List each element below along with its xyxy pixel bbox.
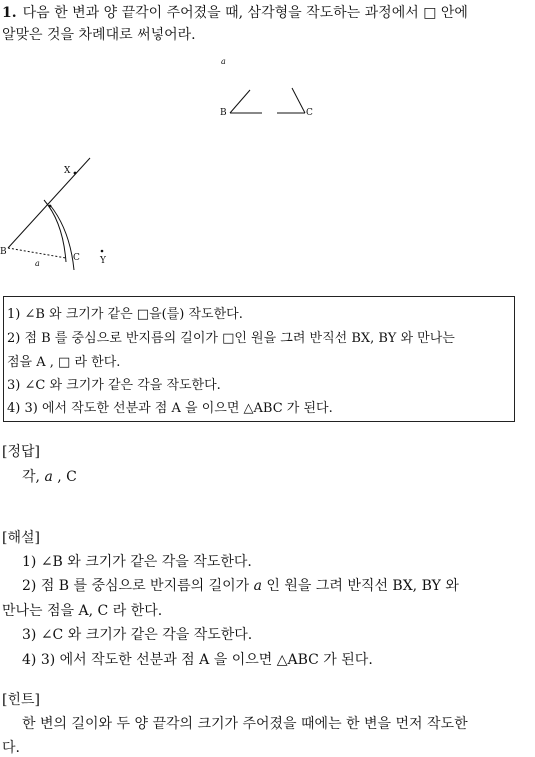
question-number: 1. (2, 5, 17, 21)
given-elements-figure (220, 57, 313, 118)
answer-heading: [정답] (2, 444, 40, 460)
figure2-label-c: C (73, 253, 80, 263)
figure1-label-a: a (221, 57, 226, 66)
figure1-label-b: B (220, 108, 227, 118)
step-4: 4) 3) 에서 작도한 선분과 점 A 을 이으면 △ABC 가 된다. (7, 401, 333, 416)
step-2-line-1: 2) 점 B 를 중심으로 반지름의 길이가 □인 원을 그려 반직선 BX, BY 와 만나는 (7, 331, 455, 346)
construction-figure (0, 158, 107, 270)
answer-text (22, 466, 77, 486)
figure2-label-a: a (35, 259, 40, 268)
hint-heading: [힌트] (2, 692, 40, 708)
explanation-line-2-a: a (253, 578, 262, 594)
figure1-label-c: C (306, 108, 313, 118)
answer-part-a: a (44, 469, 53, 485)
compass-arc (44, 200, 66, 262)
figure2-label-x: X (64, 166, 71, 176)
explanation-heading: [해설] (2, 530, 40, 546)
step-3: 3) ∠C 와 크기가 같은 각을 작도한다. (7, 378, 221, 393)
point-a-marker (49, 205, 52, 208)
point-y-marker (101, 250, 104, 253)
figure2-label-b: B (0, 247, 7, 257)
hint-line-1: 한 변의 길이와 두 양 끝각의 크기가 주어졌을 때에는 한 변을 먼저 작도한 (22, 716, 468, 732)
answer-part-2: , C (52, 469, 77, 485)
question-line-2: 알맞은 것을 차례대로 써넣어라. (2, 27, 196, 43)
step-1: 1) ∠B 와 크기가 같은 □을(를) 작도한다. (7, 307, 243, 322)
point-x-marker (74, 172, 77, 175)
angle-b-arm-line (230, 90, 250, 113)
steps-box (3, 296, 515, 422)
explanation-line-4: 3) ∠C 와 크기가 같은 각을 작도한다. (22, 627, 253, 643)
explanation-line-2-pre: 2) 점 B 를 중심으로 반지름의 길이가 (22, 578, 254, 594)
explanation-line-5: 4) 3) 에서 작도한 선분과 점 A 을 이으면 △ABC 가 된다. (22, 652, 373, 668)
figure2-label-y: Y (100, 256, 106, 266)
hint-line-2: 다. (2, 740, 20, 756)
construction-figures (0, 0, 535, 300)
ray-bx-line (8, 158, 90, 248)
explanation-line-2 (22, 575, 459, 595)
answer-part-1: 각, (22, 469, 45, 485)
angle-c-arm-line (292, 88, 305, 113)
question-text-1: 다음 한 변과 양 끝각이 주어졌을 때, 삼각형을 작도하는 과정에서 □ 안에 (22, 5, 468, 21)
explanation-line-2-post: 인 원을 그려 반직선 BX, BY 와 (261, 578, 459, 594)
explanation-line-3: 만나는 점을 A, C 라 한다. (2, 603, 163, 619)
explanation-line-1: 1) ∠B 와 크기가 같은 각을 작도한다. (22, 554, 252, 570)
step-2-line-2: 점을 A , □ 라 한다. (7, 355, 121, 370)
segment-bc-dotted (8, 248, 66, 258)
